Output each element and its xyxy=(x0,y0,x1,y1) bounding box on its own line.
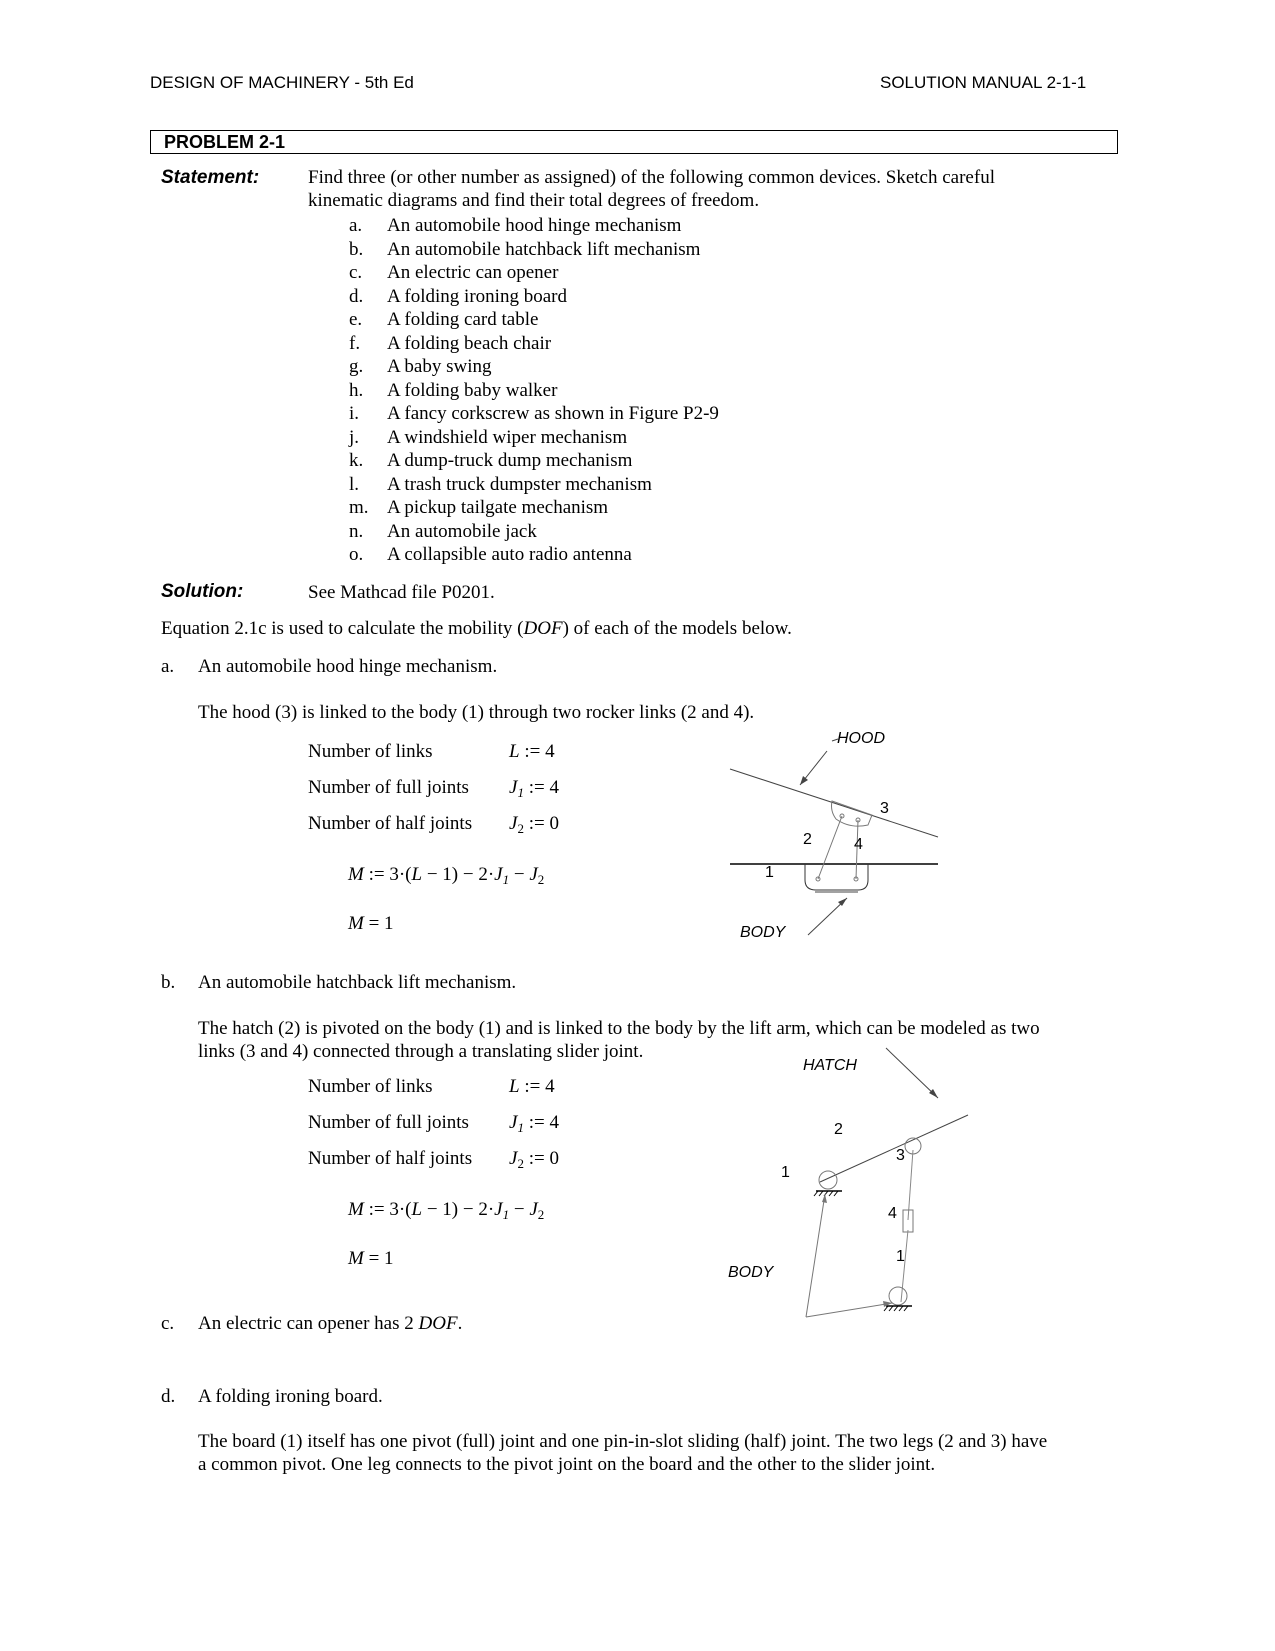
body-leader-2 xyxy=(806,1303,892,1317)
problem-title-box xyxy=(150,130,1118,154)
statement-line-2: kinematic diagrams and find their total degrees of freedom. xyxy=(308,190,760,211)
hood-hinge-diagram xyxy=(720,730,945,945)
list-item: j. A windshield wiper mechanism xyxy=(349,426,628,448)
part-a-J2-eq: $J_2$ := 0 xyxy=(509,813,559,836)
part-d-desc-line-2: a common pivot. One leg connects to the pivot joint on the board and the other to the slider joint. xyxy=(198,1454,936,1475)
list-item: n. An automobile jack xyxy=(349,520,537,542)
fig-b-num-4: 4 xyxy=(888,1205,897,1222)
part-b-J2-eq: $J_2$ := 0 xyxy=(509,1148,559,1171)
fig-b-num-1a: 1 xyxy=(781,1164,790,1181)
header-right: SOLUTION MANUAL 2-1-1 xyxy=(880,73,1087,92)
part-b-full-label: Number of full joints xyxy=(308,1112,469,1133)
statement-line-1: Find three (or other number as assigned) of the following common devices. Sketch careful xyxy=(308,167,995,188)
part-b-links-label: Number of links xyxy=(308,1076,433,1097)
fig-a-hood-label: HOOD xyxy=(837,730,885,747)
fig-b-hatch-label: HATCH xyxy=(803,1057,857,1074)
fig-b-num-2: 2 xyxy=(834,1121,843,1138)
part-a-title: An automobile hood hinge mechanism. xyxy=(198,656,498,677)
part-a-M-result: M = 1 xyxy=(348,913,394,934)
statement-label: Statement: xyxy=(161,167,260,188)
part-b-M-result: M = 1 xyxy=(348,1248,394,1269)
body-leader-1 xyxy=(806,1194,825,1317)
part-b-half-label: Number of half joints xyxy=(308,1148,473,1169)
part-a-half-label: Number of half joints xyxy=(308,813,473,834)
list-item: f. A folding beach chair xyxy=(349,332,552,354)
fig-b-num-3: 3 xyxy=(896,1147,905,1164)
hatch-pivot xyxy=(819,1171,837,1189)
part-d-desc-line-1: The board (1) itself has one pivot (full) joint and one pin-in-slot sliding (half) joint. The two legs (2 and 3) have xyxy=(198,1431,1048,1452)
fig-a-num-3: 3 xyxy=(880,800,889,817)
list-item: l. A trash truck dumpster mechanism xyxy=(349,473,652,495)
body-bracket xyxy=(805,864,868,890)
part-a-M-formula: M := $3\cdot(L - 1) - 2\cdot J_1 - J_2$ xyxy=(348,864,545,887)
problem-title: PROBLEM 2-1 xyxy=(164,132,286,152)
part-b-desc-line-2: links (3 and 4) connected through a translating slider joint. xyxy=(198,1041,644,1062)
list-item: o. A collapsible auto radio antenna xyxy=(349,544,632,565)
list-item: b. An automobile hatchback lift mechanism xyxy=(349,238,701,260)
fig-b-body-label: BODY xyxy=(728,1264,774,1281)
part-a-full-label: Number of full joints xyxy=(308,777,469,798)
part-b-title: An automobile hatchback lift mechanism. xyxy=(198,972,517,993)
solution-label: Solution: xyxy=(161,581,244,602)
hood-line xyxy=(730,769,938,837)
part-b-marker: b. xyxy=(161,972,176,993)
part-a-J1-eq: $J_1$ := 4 xyxy=(509,777,559,800)
lower-pivot xyxy=(889,1287,907,1305)
fig-a-num-4: 4 xyxy=(854,836,863,853)
list-item: e. A folding card table xyxy=(349,309,539,330)
fig-a-num-1: 1 xyxy=(765,864,774,881)
list-item: g. A baby swing xyxy=(349,356,492,377)
part-a-L-eq: L := 4 xyxy=(509,741,555,762)
fig-b-num-1b: 1 xyxy=(896,1248,905,1265)
hatch-leader xyxy=(886,1048,938,1098)
part-b-J1-eq: $J_1$ := 4 xyxy=(509,1112,559,1135)
part-d-marker: d. xyxy=(161,1386,176,1407)
part-a-desc: The hood (3) is linked to the body (1) through two rocker links (2 and 4). xyxy=(198,702,755,723)
list-item: k. A dump-truck dump mechanism xyxy=(349,450,633,471)
list-item: h. A folding baby walker xyxy=(349,379,558,401)
link-4 xyxy=(901,1230,908,1302)
solution-text: See Mathcad file P0201. xyxy=(308,582,495,603)
part-c-text: An electric can opener has 2 DOF. xyxy=(198,1313,463,1334)
header-left: DESIGN OF MACHINERY - 5th Ed xyxy=(150,73,414,92)
device-list xyxy=(349,214,719,567)
solution-intro: Equation 2.1c is used to calculate the mobility (DOF) of each of the models below. xyxy=(161,618,792,639)
list-item: m. A pickup tailgate mechanism xyxy=(349,497,609,518)
link-2 xyxy=(818,816,842,879)
part-b-L-eq: L := 4 xyxy=(509,1076,555,1097)
part-d-title: A folding ironing board. xyxy=(198,1386,383,1407)
list-item: a. An automobile hood hinge mechanism xyxy=(349,215,682,236)
arrowhead xyxy=(800,776,808,785)
part-a-marker: a. xyxy=(161,656,175,677)
fig-a-num-2: 2 xyxy=(803,831,812,848)
part-c-marker: c. xyxy=(161,1313,175,1334)
part-b-M-formula: M := $3\cdot(L - 1) - 2\cdot J_1 - J_2$ xyxy=(348,1199,545,1222)
part-b-desc-line-1: The hatch (2) is pivoted on the body (1) and is linked to the body by the lift arm, which can be modeled as two xyxy=(198,1018,1040,1039)
list-item: i. A fancy corkscrew as shown in Figure P2-9 xyxy=(349,403,719,424)
part-a-links-label: Number of links xyxy=(308,741,433,762)
fig-a-body-label: BODY xyxy=(740,924,786,941)
list-item: d. A folding ironing board xyxy=(349,285,567,307)
list-item: c. An electric can opener xyxy=(349,262,559,283)
